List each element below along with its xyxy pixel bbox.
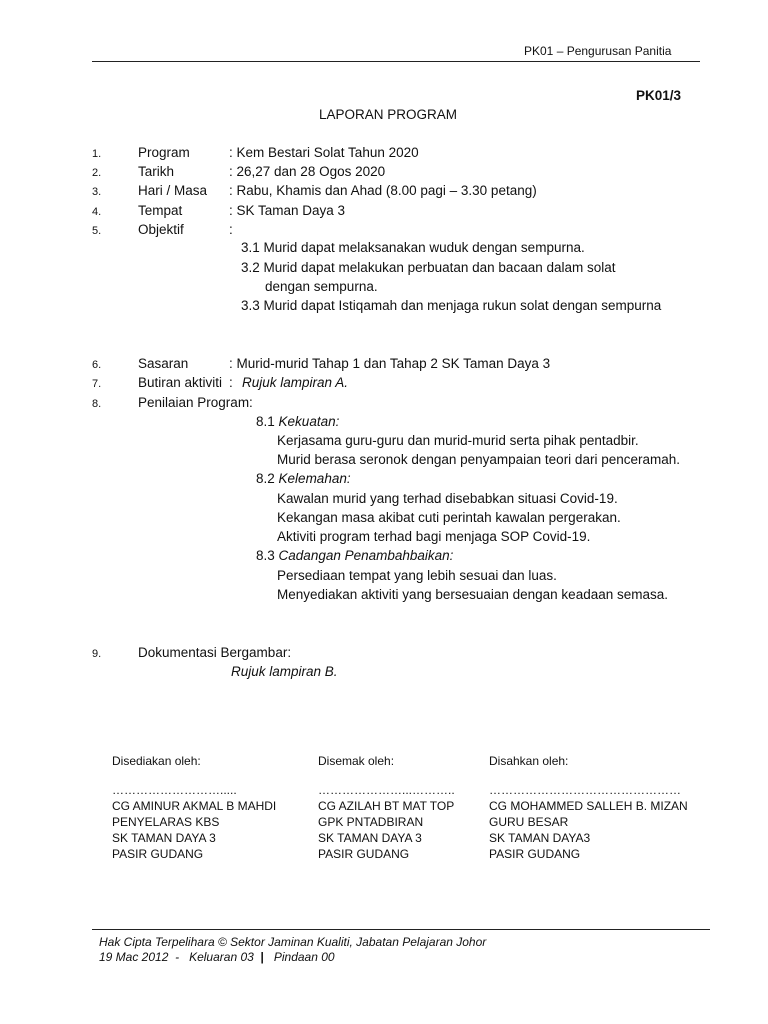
strengths-heading: 8.1 Kekuatan: (256, 414, 340, 429)
objective-item: 3.3 Murid dapat Istiqamah dan menjaga rukun solat dengan sempurna (241, 298, 662, 313)
item-value: : Kem Bestari Solat Tahun 2020 (229, 145, 419, 160)
signature-position: GPK PNTADBIRAN (318, 815, 424, 829)
signature-name: CG AZILAH BT MAT TOP (318, 799, 455, 813)
item-number: 2. (92, 167, 102, 179)
signature-dots: …………………...……….. (318, 783, 455, 797)
weakness-item: Kekangan masa akibat cuti perintah kawalan pergerakan. (277, 510, 621, 525)
signature-dots: ………………………………………… (489, 783, 681, 797)
item-number: 4. (92, 206, 102, 218)
footer-sep: | (260, 950, 264, 964)
item-number: 9. (92, 648, 102, 660)
item-label: Program (138, 145, 190, 160)
item-label: Penilaian Program: (138, 395, 253, 410)
signature-town: PASIR GUDANG (318, 847, 410, 861)
form-code: PK01/3 (636, 88, 682, 103)
item-label: Butiran aktiviti (138, 375, 223, 390)
item-colon: : (229, 375, 233, 390)
suggestion-item: Menyediakan aktiviti yang bersesuaian dengan keadaan semasa. (277, 587, 669, 602)
footer-revision: Pindaan 00 (273, 950, 335, 964)
footer-meta (99, 950, 335, 964)
signature-role: Disahkan oleh: (489, 754, 569, 768)
item-value: Rujuk lampiran A. (242, 375, 349, 390)
footer-date: 19 Mac 2012 (99, 950, 169, 964)
header-rule (92, 61, 700, 62)
item-label: Objektif (138, 222, 184, 237)
signature-school: SK TAMAN DAYA 3 (318, 831, 422, 845)
suggestions-heading: 8.3 Cadangan Penambahbaikan: (256, 548, 454, 563)
item-number: 5. (92, 225, 102, 237)
objective-item-continued: dengan sempurna. (265, 279, 378, 294)
item-number: 7. (92, 378, 102, 390)
signature-position: PENYELARAS KBS (112, 815, 220, 829)
item-label: Tempat (138, 203, 183, 218)
item-value: Rujuk lampiran B. (231, 664, 338, 679)
item-label: Dokumentasi Bergambar: (138, 645, 292, 660)
item-value: : Rabu, Khamis dan Ahad (8.00 pagi – 3.30 petang) (229, 183, 537, 198)
item-number: 1. (92, 148, 102, 160)
item-value: : 26,27 dan 28 Ogos 2020 (229, 164, 386, 179)
weaknesses-heading: 8.2 Kelemahan: (256, 471, 351, 486)
item-value: : (229, 222, 233, 237)
suggestion-item: Persediaan tempat yang lebih sesuai dan luas. (277, 568, 557, 583)
item-label: Tarikh (138, 164, 175, 179)
signature-school: SK TAMAN DAYA 3 (112, 831, 216, 845)
signature-school: SK TAMAN DAYA3 (489, 831, 591, 845)
weakness-item: Kawalan murid yang terhad disebabkan situasi Covid-19. (277, 491, 618, 506)
item-value: : Murid-murid Tahap 1 dan Tahap 2 SK Taman Daya 3 (229, 356, 551, 371)
objective-item: 3.2 Murid dapat melakukan perbuatan dan bacaan dalam solat (241, 260, 616, 275)
footer-rule (92, 929, 710, 930)
objective-item: 3.1 Murid dapat melaksanakan wuduk dengan sempurna. (241, 240, 585, 255)
signature-position: GURU BESAR (489, 815, 569, 829)
signature-dots: ………………………..... (112, 783, 237, 797)
item-number: 8. (92, 398, 102, 410)
item-number: 6. (92, 359, 102, 371)
weakness-item: Aktiviti program terhad bagi menjaga SOP Covid-19. (277, 529, 591, 544)
item-label: Hari / Masa (138, 183, 208, 198)
page-title: LAPORAN PROGRAM (319, 107, 458, 122)
header-doc-ref: PK01 – Pengurusan Panitia (524, 44, 672, 58)
signature-town: PASIR GUDANG (112, 847, 204, 861)
item-number: 3. (92, 186, 102, 198)
item-label: Sasaran (138, 356, 189, 371)
signature-town: PASIR GUDANG (489, 847, 581, 861)
footer-sep: - (175, 950, 180, 964)
footer-copyright: Hak Cipta Terpelihara © Sektor Jaminan Kualiti, Jabatan Pelajaran Johor (99, 935, 487, 949)
signature-name: CG MOHAMMED SALLEH B. MIZAN (489, 799, 688, 813)
item-value: : SK Taman Daya 3 (229, 203, 346, 218)
signature-role: Disemak oleh: (318, 754, 395, 768)
strength-item: Kerjasama guru-guru dan murid-murid serta pihak pentadbir. (277, 433, 639, 448)
signature-name: CG AMINUR AKMAL B MAHDI (112, 799, 277, 813)
footer-issue: Keluaran 03 (189, 950, 254, 964)
strength-item: Murid berasa seronok dengan penyampaian teori dari penceramah. (277, 452, 680, 467)
signature-role: Disediakan oleh: (112, 754, 201, 768)
